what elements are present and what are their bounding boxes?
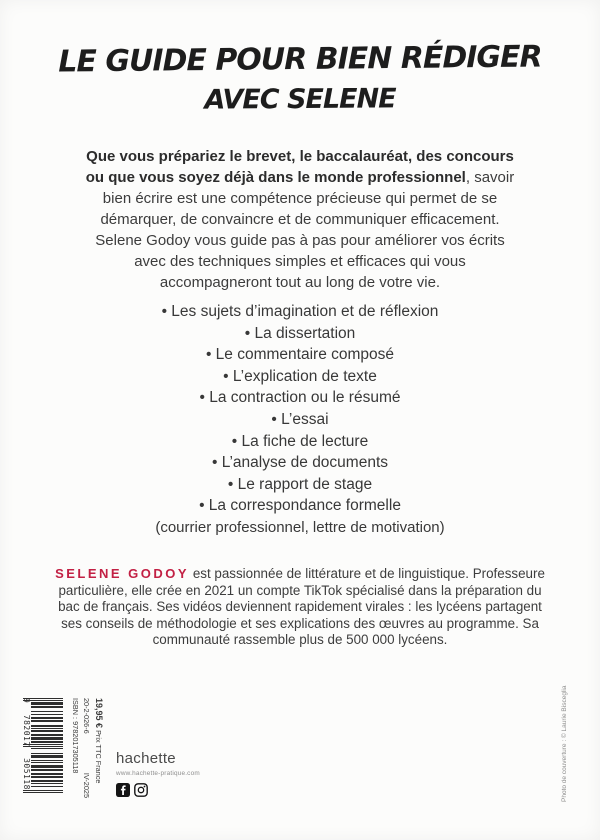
ean13-barcode [17, 698, 63, 793]
topic-item: • Les sujets d’imagination et de réflexion [161, 303, 439, 320]
book-title-line2: AVEC SELENE [204, 83, 396, 116]
publisher-website: www.hachette-pratique.com [116, 770, 200, 777]
print-date: IV-2025 [82, 772, 92, 798]
price-note: Prix TTC France [94, 730, 103, 784]
photo-credit: Photo de couverture : © Laurie Bisceglia [561, 685, 568, 802]
author-bio [55, 566, 545, 649]
reference-line [83, 698, 92, 798]
isbn-line: ISBN : 9782017305118 [71, 698, 80, 774]
topics-list [60, 301, 540, 539]
price-value: 19,95 € [94, 698, 104, 729]
author-name: SELENE GODOY [55, 566, 190, 581]
publisher-block [116, 750, 200, 802]
barcode-digits [22, 698, 31, 793]
topic-item: • L’essai [271, 410, 329, 428]
publisher-logo: hachette [116, 750, 176, 767]
instagram-icon [134, 783, 148, 802]
topic-item: • L’analyse de documents [211, 454, 389, 472]
author-bio-text: est passionnée de littérature et de linguistique. Professeure particulière, elle crée en 2021 un compte TikTok spécialisé dans la préparation du bac de français. Ses vidéos deviennent rapidement virales : les lycéens partagent ses conseils de méthodologie et ses explications des œuvres au programme. Sa communauté rassemble plus de 500 000 lycéens. [58, 566, 545, 647]
topic-item: • La fiche de lecture [231, 432, 369, 450]
intro-paragraph [78, 146, 522, 293]
barcode-digit-group: 782017 [22, 714, 31, 747]
topic-item: • Le rapport de stage [227, 475, 373, 493]
topic-item: • La correspondance formelle [199, 497, 401, 515]
topic-item-note: (courrier professionnel, lettre de motivation) [155, 518, 445, 536]
book-title-line1: LE GUIDE POUR BIEN RÉDIGER [58, 39, 542, 80]
intro-regular-text: , savoir bien écrire est une compétence précieuse qui permet de se démarquer, de convaincre et de communiquer efficacement. Selene Godoy vous guide pas à pas pour améliorer vos écrits avec des techniques simples et efficaces qui vous accompagneront tout au long de votre vie. [95, 169, 515, 291]
facebook-icon [116, 783, 130, 802]
reference-code: 20-2-026-6 [82, 698, 92, 734]
barcode-digit-group: 9 [22, 698, 31, 704]
topic-item: • La contraction ou le résumé [199, 389, 401, 407]
intro-bold-text: Que vous prépariez le brevet, le baccalauréat, des concours ou que vous soyez déjà dans le monde professionnel [85, 148, 514, 186]
topic-item: • Le commentaire composé [205, 346, 395, 364]
price-line [94, 698, 104, 798]
social-icons-row [116, 783, 200, 802]
barcode-digit-group: 305118 [22, 758, 31, 790]
imprint-block [71, 698, 104, 798]
topic-item: • L’explication de texte [223, 367, 377, 385]
topic-item: • La dissertation [244, 324, 356, 342]
